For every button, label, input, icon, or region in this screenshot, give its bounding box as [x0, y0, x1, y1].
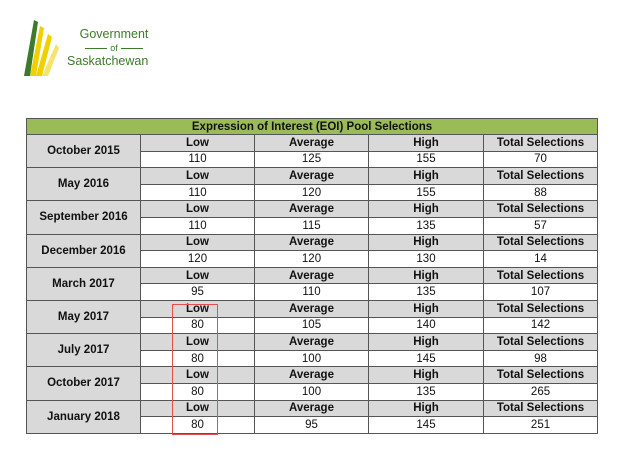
value-high: 130: [369, 251, 484, 268]
value-average: 105: [255, 317, 369, 334]
table-header-row: [27, 168, 598, 185]
column-header-low: Low: [141, 201, 255, 218]
value-average: 115: [255, 217, 369, 234]
value-total: 70: [484, 151, 598, 168]
value-total: 265: [484, 383, 598, 400]
logo-wordmark: [66, 27, 162, 69]
selection-date: March 2017: [27, 267, 141, 300]
value-total: 251: [484, 417, 598, 434]
column-header-high: High: [369, 367, 484, 384]
value-low: 80: [141, 417, 255, 434]
selection-date: May 2017: [27, 300, 141, 333]
column-header-low: Low: [141, 300, 255, 317]
column-header-total: Total Selections: [484, 168, 598, 185]
column-header-average: Average: [255, 201, 369, 218]
logo-line-government: Government: [79, 27, 149, 41]
value-average: 120: [255, 251, 369, 268]
value-average: 110: [255, 284, 369, 301]
table-header-row: [27, 300, 598, 317]
column-header-average: Average: [255, 135, 369, 152]
table-header-row: [27, 334, 598, 351]
column-header-total: Total Selections: [484, 234, 598, 251]
selection-date: September 2016: [27, 201, 141, 234]
value-total: 14: [484, 251, 598, 268]
selection-date: January 2018: [27, 400, 141, 433]
column-header-high: High: [369, 201, 484, 218]
table-header-row: [27, 267, 598, 284]
value-high: 135: [369, 284, 484, 301]
value-high: 145: [369, 417, 484, 434]
value-high: 155: [369, 151, 484, 168]
column-header-total: Total Selections: [484, 334, 598, 351]
value-average: 100: [255, 383, 369, 400]
selection-date: December 2016: [27, 234, 141, 267]
table-title: Expression of Interest (EOI) Pool Selections: [27, 119, 598, 135]
logo-line-saskatchewan: Saskatchewan: [67, 54, 149, 68]
value-average: 125: [255, 151, 369, 168]
logo-line-of: of: [110, 42, 118, 53]
value-low: 110: [141, 184, 255, 201]
value-average: 100: [255, 350, 369, 367]
column-header-average: Average: [255, 300, 369, 317]
column-header-low: Low: [141, 234, 255, 251]
table-header-row: [27, 234, 598, 251]
column-header-high: High: [369, 234, 484, 251]
table-header-row: [27, 201, 598, 218]
table-header-row: [27, 135, 598, 152]
value-high: 140: [369, 317, 484, 334]
column-header-low: Low: [141, 135, 255, 152]
value-total: 98: [484, 350, 598, 367]
column-header-low: Low: [141, 400, 255, 417]
selection-date: October 2017: [27, 367, 141, 400]
column-header-total: Total Selections: [484, 201, 598, 218]
column-header-average: Average: [255, 367, 369, 384]
value-total: 107: [484, 284, 598, 301]
selection-date: October 2015: [27, 135, 141, 168]
column-header-high: High: [369, 334, 484, 351]
value-low: 95: [141, 284, 255, 301]
column-header-average: Average: [255, 334, 369, 351]
column-header-average: Average: [255, 267, 369, 284]
column-header-average: Average: [255, 400, 369, 417]
column-header-average: Average: [255, 234, 369, 251]
column-header-total: Total Selections: [484, 367, 598, 384]
value-low: 120: [141, 251, 255, 268]
value-total: 57: [484, 217, 598, 234]
table-header-row: [27, 400, 598, 417]
table-header-row: [27, 367, 598, 384]
column-header-total: Total Selections: [484, 267, 598, 284]
selection-date: July 2017: [27, 334, 141, 367]
selection-date: May 2016: [27, 168, 141, 201]
value-low: 80: [141, 350, 255, 367]
column-header-average: Average: [255, 168, 369, 185]
value-high: 135: [369, 383, 484, 400]
value-low: 80: [141, 383, 255, 400]
value-total: 142: [484, 317, 598, 334]
value-low: 80: [141, 317, 255, 334]
column-header-low: Low: [141, 267, 255, 284]
value-high: 155: [369, 184, 484, 201]
column-header-total: Total Selections: [484, 400, 598, 417]
column-header-high: High: [369, 168, 484, 185]
column-header-high: High: [369, 400, 484, 417]
column-header-low: Low: [141, 334, 255, 351]
value-average: 95: [255, 417, 369, 434]
column-header-low: Low: [141, 168, 255, 185]
column-header-total: Total Selections: [484, 135, 598, 152]
value-low: 110: [141, 217, 255, 234]
value-low: 110: [141, 151, 255, 168]
value-high: 145: [369, 350, 484, 367]
government-of-saskatchewan-logo: [22, 18, 162, 78]
column-header-total: Total Selections: [484, 300, 598, 317]
column-header-high: High: [369, 267, 484, 284]
value-total: 88: [484, 184, 598, 201]
column-header-high: High: [369, 300, 484, 317]
column-header-high: High: [369, 135, 484, 152]
value-average: 120: [255, 184, 369, 201]
eoi-pool-selections-table: [26, 118, 598, 434]
value-high: 135: [369, 217, 484, 234]
column-header-low: Low: [141, 367, 255, 384]
wheat-sheaf-icon: [22, 18, 66, 78]
